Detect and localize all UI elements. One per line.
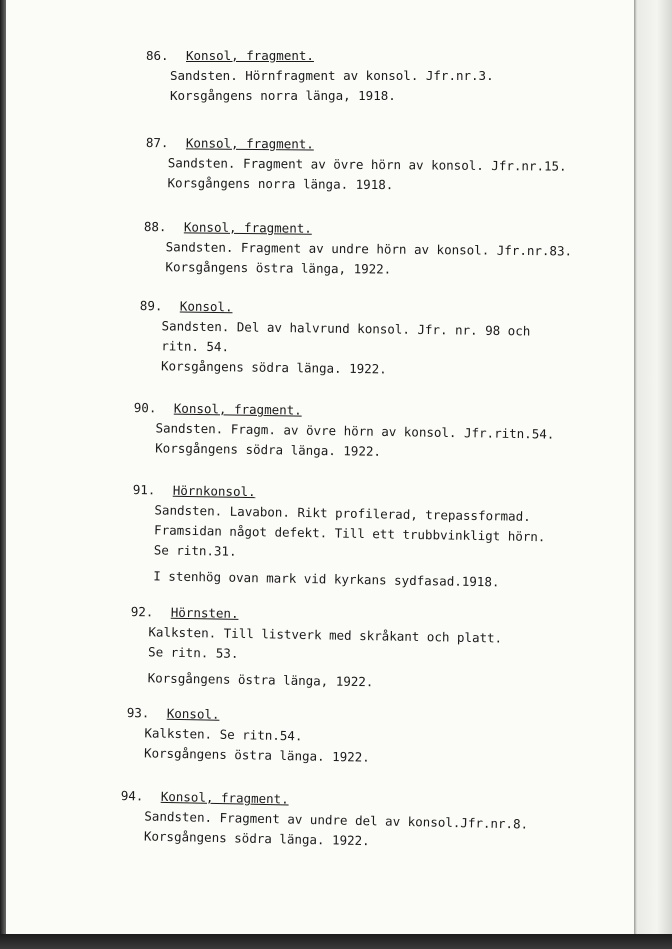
entry-location: Korsgångens norra länga. 1918. xyxy=(167,175,394,193)
entry-description: Framsidan något defekt. Till ett trubbvinkligt hörn. xyxy=(154,522,546,545)
entry-description: Se ritn.31. xyxy=(153,542,237,559)
entry-number: 90. xyxy=(133,399,157,416)
entry-description: Kalksten. Se ritn.54. xyxy=(144,725,303,744)
catalog-entry xyxy=(131,480,546,593)
entry-location: Korsgångens östra länga, 1922. xyxy=(147,670,374,690)
scan-bottom-edge xyxy=(0,934,672,949)
entry-number: 89. xyxy=(139,297,163,314)
entry-title: Konsol, fragment. xyxy=(186,48,314,63)
entry-description: Se ritn. 53. xyxy=(148,644,239,661)
entry-number: 86. xyxy=(146,48,169,63)
entry-number: 94. xyxy=(120,787,144,804)
entry-number: 88. xyxy=(143,218,167,235)
catalog-entry xyxy=(139,296,531,381)
entry-number: 92. xyxy=(130,603,154,620)
entry-description: Sandsten. Fragment av undre del av konsol.Jfr.nr.8. xyxy=(144,808,529,832)
entry-location: I stenhög ovan mark vid kyrkans sydfasad.1918. xyxy=(153,568,500,590)
entry-location: Korsgångens norra länga, 1918. xyxy=(170,88,396,103)
entry-description: Sandsten. Fragment av övre hörn av konsol. Jfr.nr.15. xyxy=(167,155,567,174)
entry-description: Sandsten. Del av halvrund konsol. Jfr. nr. 98 och xyxy=(161,318,531,339)
catalog-entry xyxy=(146,46,494,106)
catalog-entry xyxy=(126,703,371,768)
entry-location: Korsgångens östra länga. 1922. xyxy=(143,745,370,765)
entry-description: Sandsten. Lavabon. Rikt profilerad, trepassformad. xyxy=(154,502,531,524)
entry-title: Konsol, fragment. xyxy=(160,788,289,807)
entry-title: Konsol, fragment. xyxy=(183,219,312,236)
catalog-entry xyxy=(120,786,529,855)
page-right-edge xyxy=(634,0,672,949)
entry-description: Sandsten. Fragm. av övre hörn av konsol. Jfr.ritn.54. xyxy=(155,420,555,442)
entry-location: Korsgångens södra länga. 1922. xyxy=(155,440,382,459)
entry-location: Korsgångens östra länga, 1922. xyxy=(165,259,392,277)
entry-title: Hörnsten. xyxy=(170,604,239,621)
entry-title: Hörnkonsol. xyxy=(172,482,256,500)
entry-title: Konsol, fragment. xyxy=(185,135,314,152)
entry-number: 87. xyxy=(145,134,169,151)
entry-location: Korsgångens södra länga. 1922. xyxy=(143,828,370,849)
entry-description: Sandsten. Hörnfragment av konsol. Jfr.nr.3. xyxy=(170,68,494,83)
entry-description: ritn. 54. xyxy=(161,338,230,355)
entry-description: Sandsten. Fragment av undre hörn av konsol. Jfr.nr.83. xyxy=(165,239,573,259)
catalog-entry xyxy=(133,398,555,465)
catalog-entry xyxy=(145,133,566,197)
catalog-entry xyxy=(143,217,572,281)
entry-title: Konsol. xyxy=(166,705,220,722)
entry-title: Konsol, fragment. xyxy=(173,400,302,418)
entry-number: 93. xyxy=(126,704,150,721)
entry-title: Konsol. xyxy=(179,298,233,315)
entry-number: 91. xyxy=(132,481,156,498)
catalog-entry xyxy=(129,602,502,694)
entry-description: Kalksten. Till listverk med skråkant och platt. xyxy=(148,624,503,646)
entry-location: Korsgångens södra länga. 1922. xyxy=(160,358,387,377)
